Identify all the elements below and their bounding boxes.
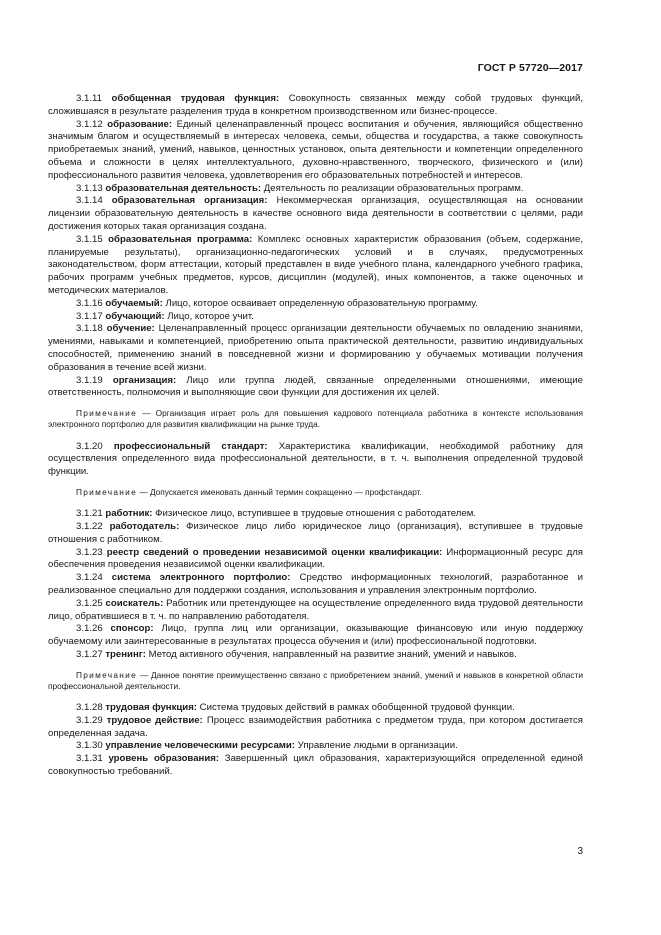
definition-term: уровень образования: xyxy=(108,753,220,765)
note-paragraph xyxy=(48,670,583,692)
definition-term: образовательная программа: xyxy=(108,233,253,245)
definition-text: Система трудовых действий в рамках обобщенной трудовой функции. xyxy=(197,702,515,714)
definition-number: 3.1.31 xyxy=(76,753,103,765)
page-number: 3 xyxy=(577,846,583,857)
definition-number: 3.1.28 xyxy=(76,702,103,714)
definition-number: 3.1.12 xyxy=(76,118,103,130)
definition-term: обобщенная трудовая функция: xyxy=(111,93,280,104)
definition-term: образование: xyxy=(107,118,173,130)
definition-text: Метод активного обучения, направленный на развитие знаний, умений и навыков. xyxy=(145,648,517,660)
definition-paragraph xyxy=(48,298,583,311)
definition-term: соискатель: xyxy=(105,597,164,609)
definition-text: Лицо или группа людей, связанные определенными отношениями, имеющие ответственность, полномочия и выполняющие свои функции для достижения их целей. xyxy=(48,374,583,399)
definition-term: обучающий: xyxy=(105,310,165,322)
definition-text: Некоммерческая организация, осуществляющая на основании лицензии образовательную деятельность в качестве основного вида деятельности в соответствии с целями, ради достижения которых такая организация создана. xyxy=(48,195,584,232)
definition-number: 3.1.22 xyxy=(76,520,103,532)
definition-number: 3.1.15 xyxy=(76,233,103,245)
definition-term: работник: xyxy=(105,508,153,520)
definition-text: Управление людьми в организации. xyxy=(294,740,458,752)
note-dash: — xyxy=(137,408,156,419)
definition-paragraph xyxy=(48,702,583,715)
definition-term: спонсор: xyxy=(110,623,154,635)
definition-term: управление человеческими ресурсами: xyxy=(105,740,295,752)
note-paragraph xyxy=(48,487,583,498)
definition-term: профессиональный стандарт: xyxy=(113,440,268,452)
definition-text: Единый целенаправленный процесс воспитания и обучения, являющийся общественно значимым благом и осуществляемый в интересах человека, семьи, общества и государства, а также совокупность приобретаемых знаний, умений, навыков, ценностных установок, опыта деятельности и компетенции определенного объема и сложности в целях интеллектуального, духовно-нравственного, творческого, физического и (или) профессионального развития человека, удовлетворения его образовательных потребностей и интересов. xyxy=(48,118,583,181)
definition-paragraph xyxy=(48,649,583,662)
note-label: Примечание xyxy=(76,408,138,419)
definition-number: 3.1.23 xyxy=(76,546,103,558)
definition-number: 3.1.29 xyxy=(76,714,103,726)
standard-header: ГОСТ Р 57720—2017 xyxy=(477,62,583,74)
definition-paragraph xyxy=(48,508,583,521)
definition-number: 3.1.17 xyxy=(76,310,103,322)
definition-number: 3.1.24 xyxy=(76,572,103,584)
definition-paragraph xyxy=(48,234,583,298)
definition-text: Средство информационных технологий, разработанное и реализованное специально для поддержки создания, использования и управления электронным портфолио. xyxy=(48,572,584,596)
note-text: Организация играет роль для повышения кадрового потенциала работника в контексте использования электронного портфолио для развития квалификации на рынке труда. xyxy=(48,408,583,430)
definition-number: 3.1.19 xyxy=(76,374,103,386)
definition-paragraph xyxy=(48,521,583,547)
definition-paragraph xyxy=(48,311,583,324)
definition-text: Работник или претендующее на осуществление определенного вида трудовой деятельности лицо, обратившиеся в т. ч. по направлению работодателя. xyxy=(48,597,583,622)
definition-paragraph xyxy=(48,195,583,233)
definition-number: 3.1.11 xyxy=(76,93,102,104)
definition-text: Процесс взаимодействия работника с предметом труда, при котором достигается определенная задача. xyxy=(48,714,583,739)
note-text: Данное понятие преимущественно связано с приобретением знаний, умений и навыков в конкретной области профессиональной деятельности. xyxy=(48,669,583,691)
definition-paragraph xyxy=(48,119,583,183)
definition-number: 3.1.13 xyxy=(76,182,103,194)
definition-term: работодатель: xyxy=(109,520,180,532)
definition-paragraph xyxy=(48,623,583,649)
definition-term: образовательная организация: xyxy=(111,195,268,207)
definition-term: обучаемый: xyxy=(105,297,163,309)
definition-text: Физическое лицо, вступившее в трудовые отношения с работодателем. xyxy=(152,508,477,520)
definition-text: Комплекс основных характеристик образования (объем, содержание, планируемые результаты), организационно-педагогических условий и в случаях, предусмотренных законодательством, форм аттестации, который представлен в виде учебного плана, календарного учебного графика, рабочих программ учебных предметов, курсов, дисциплин (модулей), иных компонентов, а также оценочных и методических материалов. xyxy=(48,233,583,296)
definition-text: Информационный ресурс для обеспечения проведения независимой оценки квалификации. xyxy=(48,546,583,571)
definition-term: обучение: xyxy=(106,323,155,335)
definition-paragraph xyxy=(48,183,583,196)
definition-text: Физическое лицо либо юридическое лицо (организация), вступившее в трудовые отношения с работником. xyxy=(48,520,583,545)
definition-paragraph xyxy=(48,547,583,573)
note-paragraph xyxy=(48,408,583,430)
definition-term: образовательная деятельность: xyxy=(105,182,262,194)
definition-text: Лицо, группа лиц или организации, оказывающие финансовую или иную поддержку обучаемому или заинтересованные в результатах процесса обучения и (или) профессиональной подготовки. xyxy=(48,623,583,648)
definition-term: тренинг: xyxy=(105,648,146,660)
definition-paragraph xyxy=(48,715,583,741)
definition-paragraph xyxy=(48,375,583,401)
definition-number: 3.1.26 xyxy=(76,623,103,635)
definition-term: система электронного портфолио: xyxy=(111,572,291,584)
definition-term: трудовое действие: xyxy=(106,714,203,726)
definition-text: Завершенный цикл образования, характеризующийся определенной единой совокупностью требований. xyxy=(48,753,583,778)
definition-text: Деятельность по реализации образовательных программ. xyxy=(261,182,524,194)
note-dash: — xyxy=(137,669,152,680)
definition-number: 3.1.27 xyxy=(76,648,103,660)
definition-number: 3.1.14 xyxy=(76,195,103,207)
definition-paragraph xyxy=(48,598,583,624)
definition-number: 3.1.20 xyxy=(76,440,103,452)
definition-number: 3.1.25 xyxy=(76,597,103,609)
document-body xyxy=(48,93,583,779)
definition-paragraph xyxy=(48,753,583,779)
definition-term: организация: xyxy=(112,374,177,386)
definition-number: 3.1.21 xyxy=(76,508,103,520)
definition-paragraph xyxy=(48,740,583,753)
definition-paragraph xyxy=(48,441,583,479)
note-dash: — xyxy=(137,486,150,497)
definition-text: Лицо, которое учит. xyxy=(164,310,254,322)
definition-number: 3.1.30 xyxy=(76,740,103,752)
definition-paragraph xyxy=(48,93,583,119)
definition-number: 3.1.18 xyxy=(76,323,103,335)
definition-number: 3.1.16 xyxy=(76,297,103,309)
definition-text: Целенаправленный процесс организации деятельности обучаемых по овладению знаниями, умениями, навыками и компетенцией, приобретению опыта практической деятельности, развитию индивидуальных способностей, применению знаний в повседневной жизни и формированию у обучаемых мотивации получения образования в течение всей жизни. xyxy=(48,323,583,373)
note-text: Допускается именовать данный термин сокращенно — профстандарт. xyxy=(149,486,422,497)
note-label: Примечание xyxy=(76,669,138,680)
note-label: Примечание xyxy=(76,486,138,497)
definition-term: трудовая функция: xyxy=(105,702,197,714)
definition-text: Совокупность связанных между собой трудовых функций, сложившаяся в результате разделения труда в конкретном производственном или бизнес-процессе. xyxy=(48,93,584,117)
definition-paragraph xyxy=(48,572,583,598)
definition-term: реестр сведений о проведении независимой оценки квалификации: xyxy=(106,546,443,558)
definition-text: Характеристика квалификации, необходимой работнику для осуществления определенного вида профессиональной деятельности, в т. ч. выполнения определенной трудовой функции. xyxy=(48,440,583,478)
definition-text: Лицо, которое осваивает определенную образовательную программу. xyxy=(162,297,478,309)
definition-paragraph xyxy=(48,323,583,374)
